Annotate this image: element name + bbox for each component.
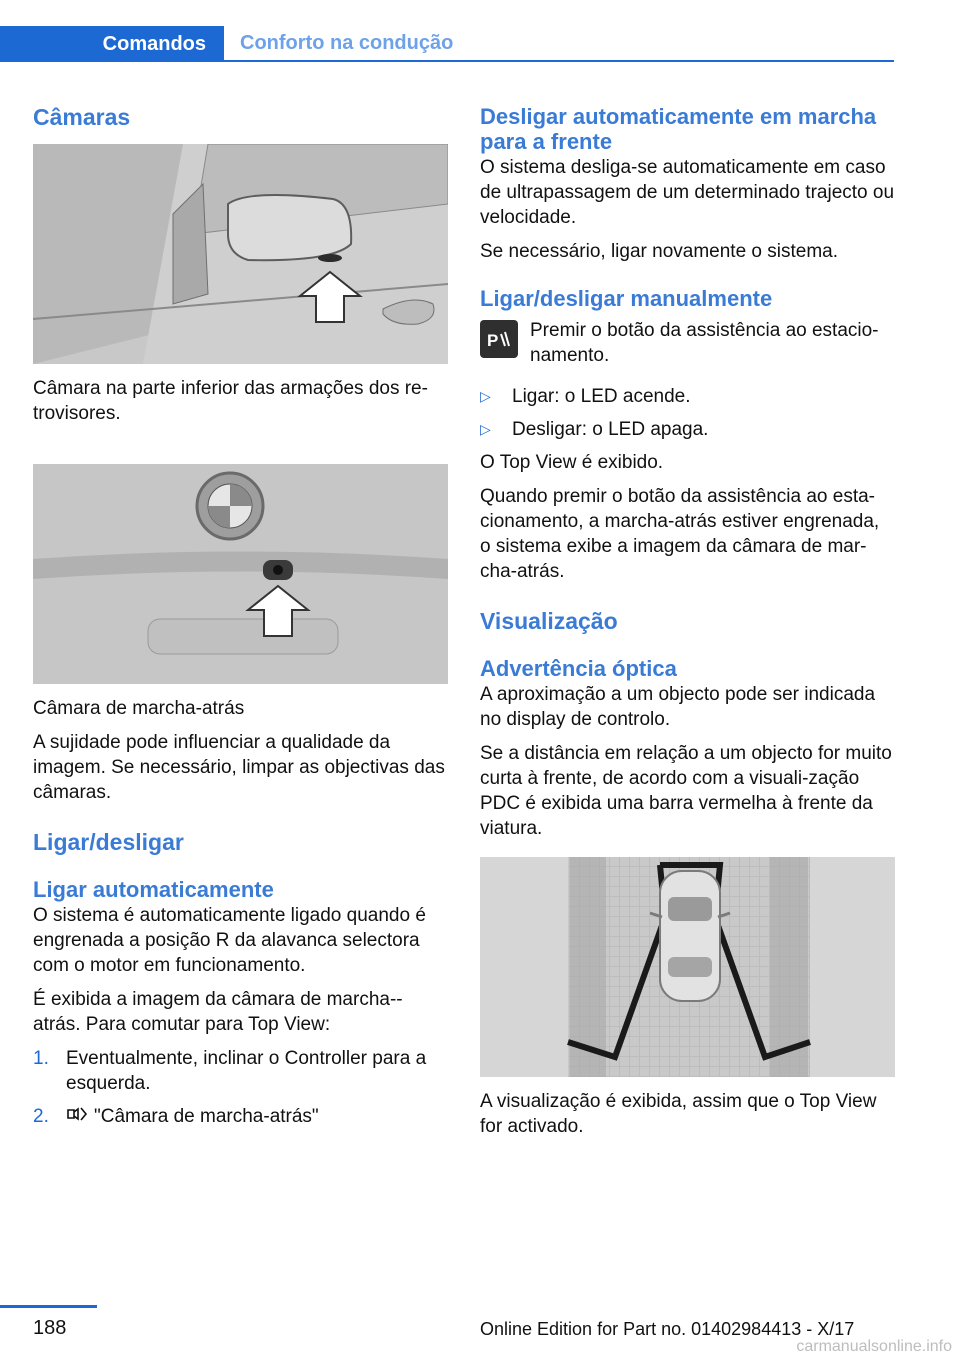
heading-manual: Ligar/desligar manualmente — [480, 286, 773, 311]
top-view-illustration — [480, 857, 895, 1077]
paragraph-auto-on: O sistema é automaticamente ligado quando é engrenada a posição R da alavanca selectora com o motor em funcionamento. — [33, 905, 426, 976]
section-tab-comandos: Comandos — [0, 26, 224, 62]
right-column — [480, 100, 895, 1139]
bullet-text: Desligar: o LED apaga. — [512, 419, 709, 440]
step-number: 2. — [33, 1106, 49, 1127]
left-column — [33, 100, 448, 1139]
heading-cameras: Câmaras — [33, 104, 131, 130]
bullet-text: Ligar: o LED acende. — [512, 386, 691, 407]
paragraph-distance: Se a distância em relação a um objecto for muito curta à frente, de acordo com a visuali-zação PDC é exibida uma barra vermelha à frente da viatura. — [480, 743, 892, 839]
heading-view: Visualização — [480, 608, 618, 634]
edition-note: Online Edition for Part no. 01402984413 - X/17 — [480, 1319, 855, 1339]
list-item — [480, 384, 895, 409]
step-number: 1. — [33, 1048, 49, 1069]
step-text: Eventualmente, inclinar o Controller para a esquerda. — [66, 1048, 427, 1094]
steps-list — [33, 1046, 448, 1131]
figure-top-view — [480, 857, 895, 1077]
paragraph-auto-off: O sistema desliga-se automaticamente em caso de ultrapassagem de um determinado trajecto ou velocidade. — [480, 157, 895, 228]
paragraph-displayed: É exibida a imagem da câmara de marcha--atrás. Para comutar para Top View: — [33, 989, 403, 1035]
triangle-bullet-icon: ▷ — [480, 388, 491, 404]
paragraph-optical: A aproximação a um objecto pode ser indicada no display de controlo. — [480, 684, 876, 730]
paragraph-dirt: A sujidade pode influenciar a qualidade da imagem. Se necessário, limpar as objectivas das câmaras. — [33, 732, 445, 803]
paragraph-topview: O Top View é exibido. — [480, 452, 664, 473]
paragraph-button: Premir o botão da assistência ao estacio-namento. — [530, 320, 879, 366]
footer-rule — [0, 1305, 97, 1308]
heading-auto-off: Desligar automaticamente em marcha para a frente — [480, 104, 877, 154]
page-number: 188 — [33, 1317, 67, 1339]
list-item — [33, 1046, 448, 1096]
parking-assist-button-icon — [480, 320, 518, 358]
button-instruction — [480, 318, 895, 368]
rear-camera-illustration — [33, 464, 448, 684]
section-tab-conforto: Conforto na condução — [224, 26, 894, 62]
svg-text:P: P — [487, 331, 499, 350]
list-item — [33, 1104, 448, 1131]
caption-mirror-camera: Câmara na parte inferior das armações dos re-trovisores. — [33, 378, 428, 424]
watermark-text: carmanualsonline.info — [796, 1338, 952, 1355]
rear-camera-icon — [66, 1104, 94, 1131]
caption-rear-camera: Câmara de marcha-atrás — [33, 698, 245, 719]
led-list — [480, 384, 895, 442]
heading-optical: Advertência óptica — [480, 656, 677, 681]
paragraph-again: Se necessário, ligar novamente o sistema. — [480, 241, 839, 262]
triangle-bullet-icon: ▷ — [480, 421, 491, 437]
page-header — [0, 0, 960, 64]
list-item — [480, 417, 895, 442]
heading-on-off: Ligar/desligar — [33, 829, 184, 855]
step-text: "Câmara de marcha-atrás" — [94, 1106, 319, 1127]
caption-top-view: A visualização é exibida, assim que o Top View for activado. — [480, 1091, 877, 1137]
figure-mirror-camera — [33, 144, 448, 364]
mirror-camera-illustration — [33, 144, 448, 364]
heading-auto-on: Ligar automaticamente — [33, 877, 274, 902]
paragraph-reverse: Quando premir o botão da assistência ao esta-cionamento, a marcha-atrás estiver engrenada, o sistema exibe a imagem da câmara de mar-cha-atrás. — [480, 486, 880, 582]
figure-rear-camera — [33, 464, 448, 684]
